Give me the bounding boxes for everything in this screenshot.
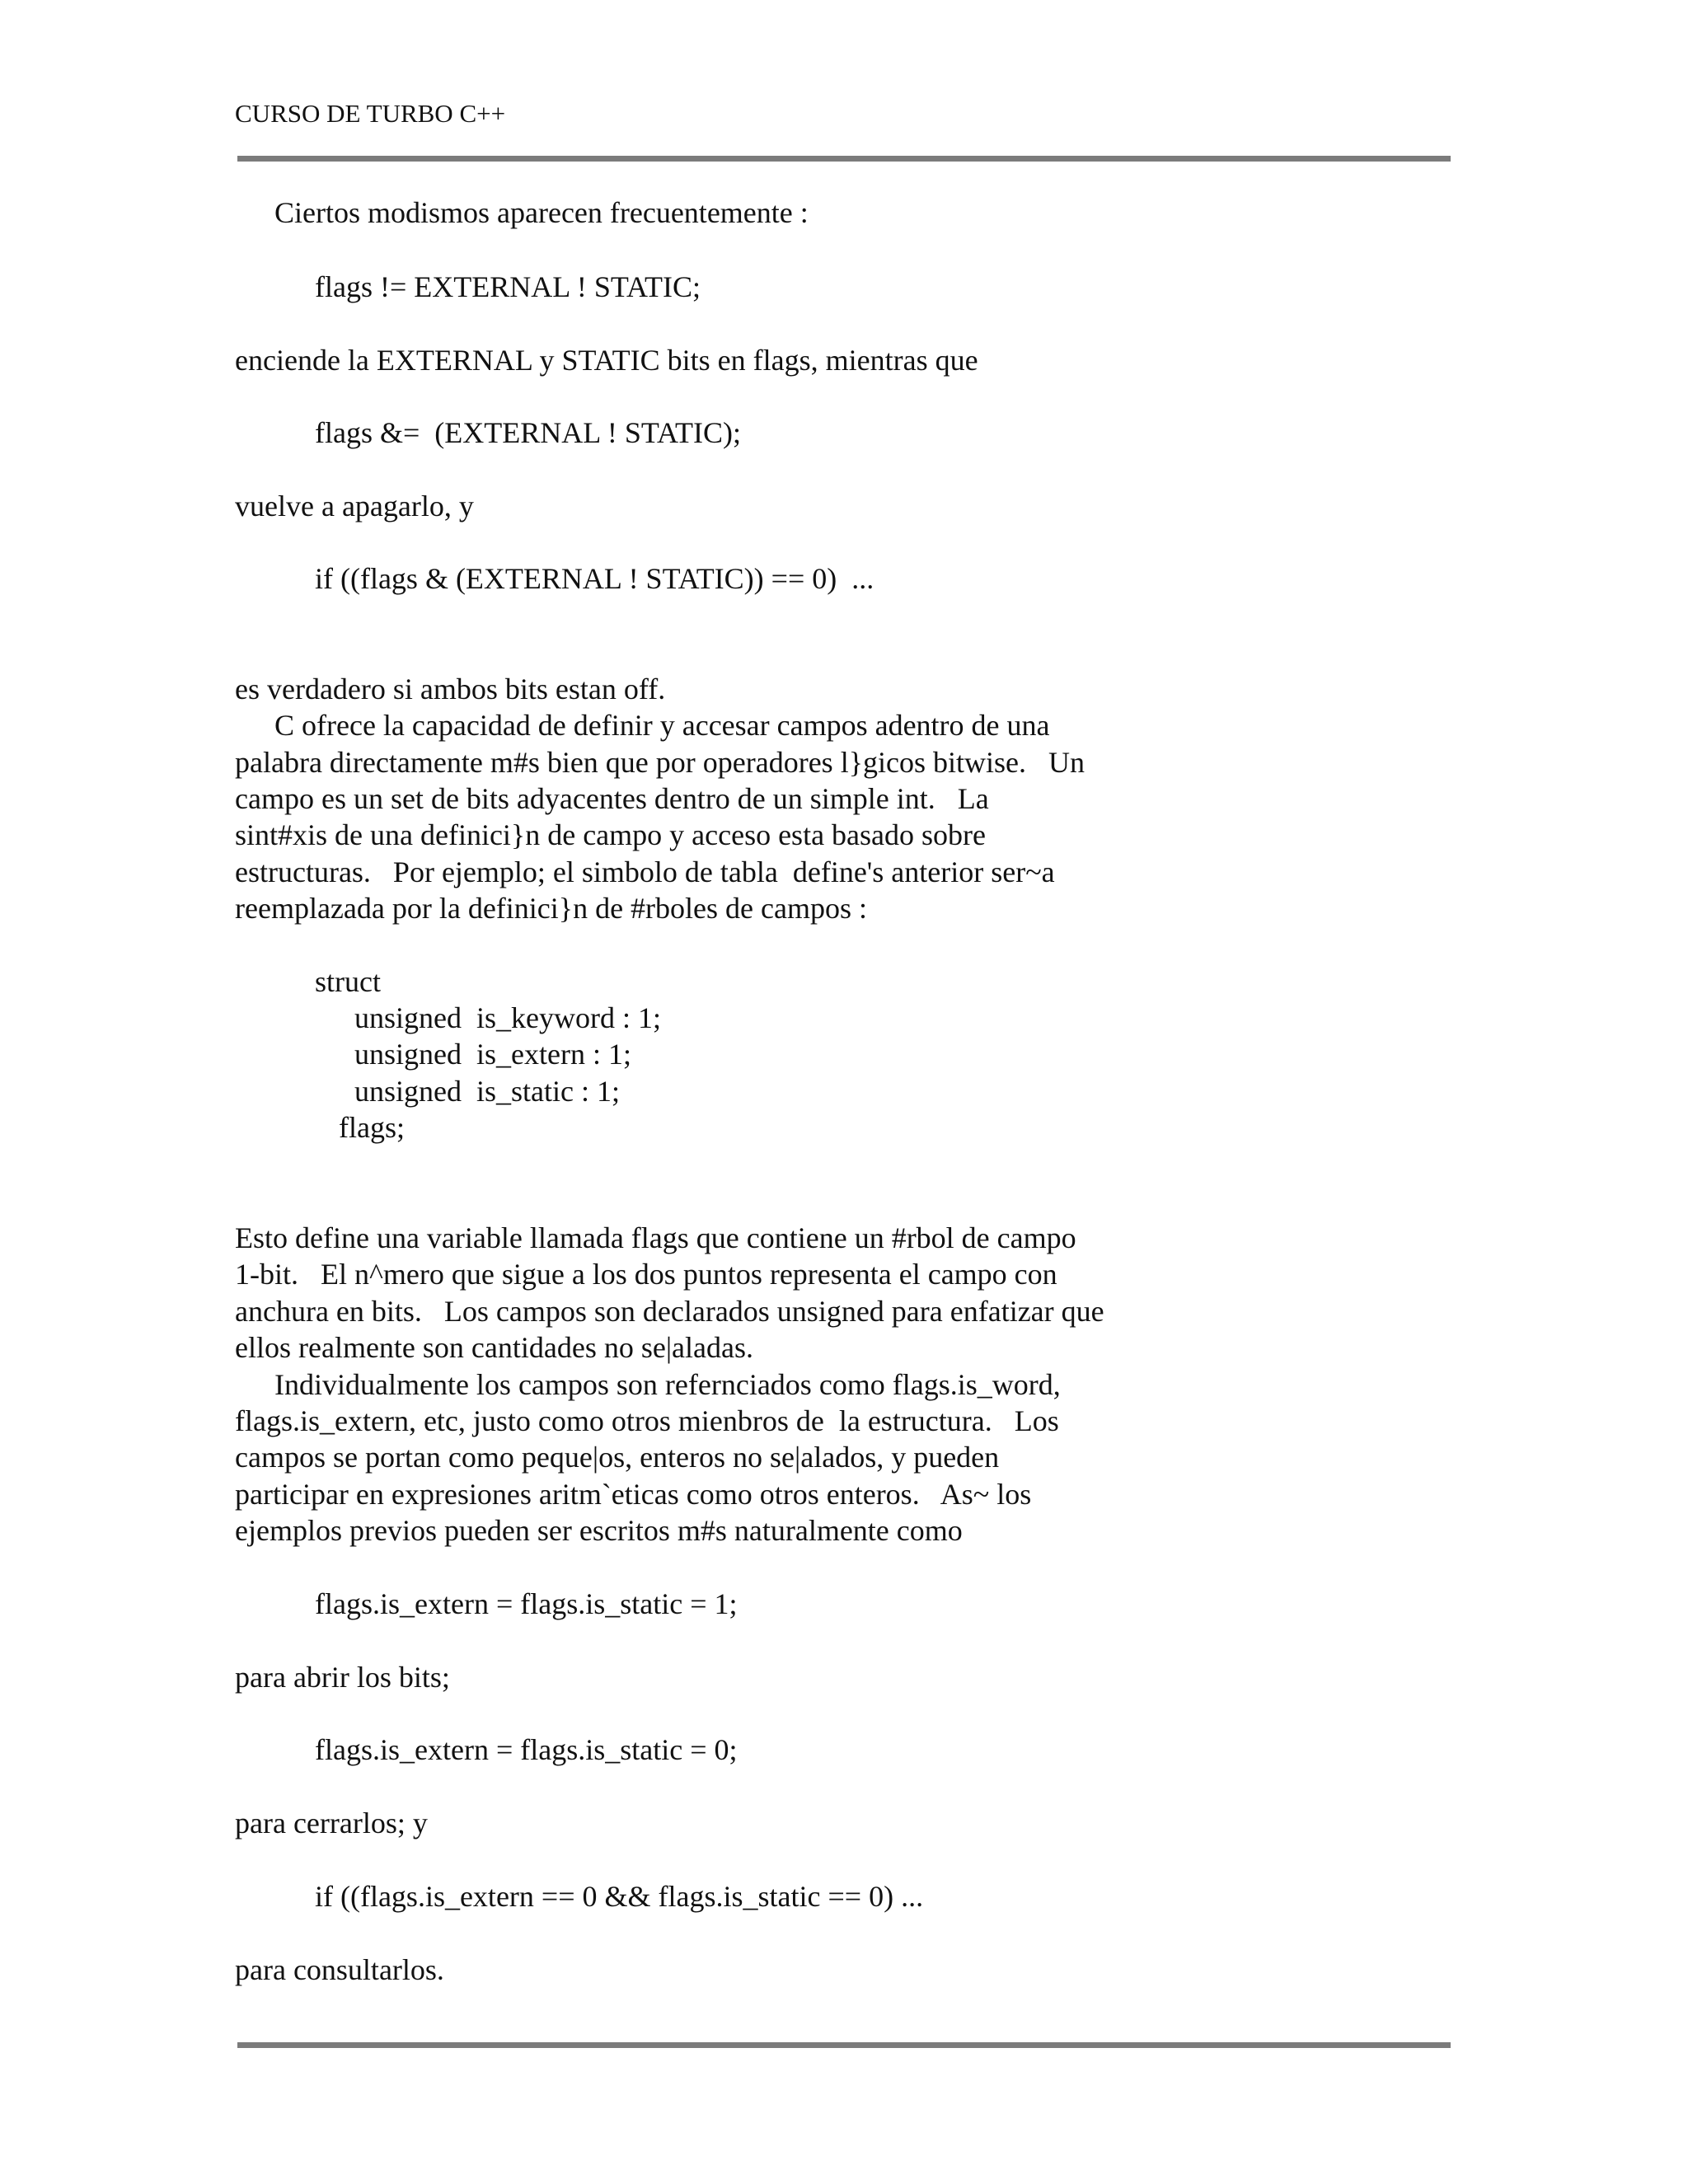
text-line: vuelve a apagarlo, y xyxy=(235,490,474,523)
code-line: struct xyxy=(315,965,381,998)
text-line: enciende la EXTERNAL y STATIC bits en flags, mientras que xyxy=(235,344,978,377)
code-line: unsigned is_extern : 1; xyxy=(354,1038,631,1071)
text-line: ejemplos previos pueden ser escritos m#s naturalmente como xyxy=(235,1514,963,1547)
text-line: sint#xis de una definici}n de campo y acceso esta basado sobre xyxy=(235,818,986,851)
code-line: if ((flags & (EXTERNAL ! STATIC)) == 0) ... xyxy=(315,562,874,595)
text-line: Individualmente los campos son refernciados como flags.is_word, xyxy=(274,1368,1061,1401)
code-line: unsigned is_static : 1; xyxy=(354,1075,620,1108)
text-line: Ciertos modismos aparecen frecuentemente : xyxy=(274,196,809,229)
code-line: flags.is_extern = flags.is_static = 1; xyxy=(315,1587,738,1620)
text-line: para consultarlos. xyxy=(235,1953,444,1986)
text-line: es verdadero si ambos bits estan off. xyxy=(235,673,666,705)
text-line: 1-bit. El n^mero que sigue a los dos puntos representa el campo con xyxy=(235,1258,1057,1291)
text-line: reemplazada por la definici}n de #rboles de campos : xyxy=(235,892,867,925)
text-line: participar en expresiones aritm`eticas como otros enteros. As~ los xyxy=(235,1478,1032,1511)
text-line: campo es un set de bits adyacentes dentro de un simple int. La xyxy=(235,782,989,815)
text-line: flags.is_extern, etc, justo como otros mienbros de la estructura. Los xyxy=(235,1404,1059,1437)
code-line: unsigned is_keyword : 1; xyxy=(354,1001,661,1034)
text-line: para abrir los bits; xyxy=(235,1661,450,1694)
text-line: estructuras. Por ejemplo; el simbolo de tabla define's anterior ser~a xyxy=(235,855,1055,888)
text-line: para cerrarlos; y xyxy=(235,1807,428,1840)
footer-rule xyxy=(237,2042,1451,2048)
text-line: anchura en bits. Los campos son declarados unsigned para enfatizar que xyxy=(235,1295,1104,1328)
code-line: flags != EXTERNAL ! STATIC; xyxy=(315,270,701,303)
text-line: ellos realmente son cantidades no se|aladas. xyxy=(235,1331,753,1364)
page-header-title: CURSO DE TURBO C++ xyxy=(235,99,506,128)
text-line: Esto define una variable llamada flags que contiene un #rbol de campo xyxy=(235,1221,1076,1254)
text-line: palabra directamente m#s bien que por operadores l}gicos bitwise. Un xyxy=(235,746,1085,779)
code-line: if ((flags.is_extern == 0 && flags.is_static == 0) ... xyxy=(315,1880,924,1913)
text-line: C ofrece la capacidad de definir y accesar campos adentro de una xyxy=(274,709,1050,742)
text-line: campos se portan como peque|os, enteros no se|alados, y pueden xyxy=(235,1441,1000,1474)
code-line: flags; xyxy=(339,1111,405,1144)
code-line: flags.is_extern = flags.is_static = 0; xyxy=(315,1733,738,1766)
code-line: flags &= (EXTERNAL ! STATIC); xyxy=(315,416,742,449)
header-rule xyxy=(237,156,1451,162)
